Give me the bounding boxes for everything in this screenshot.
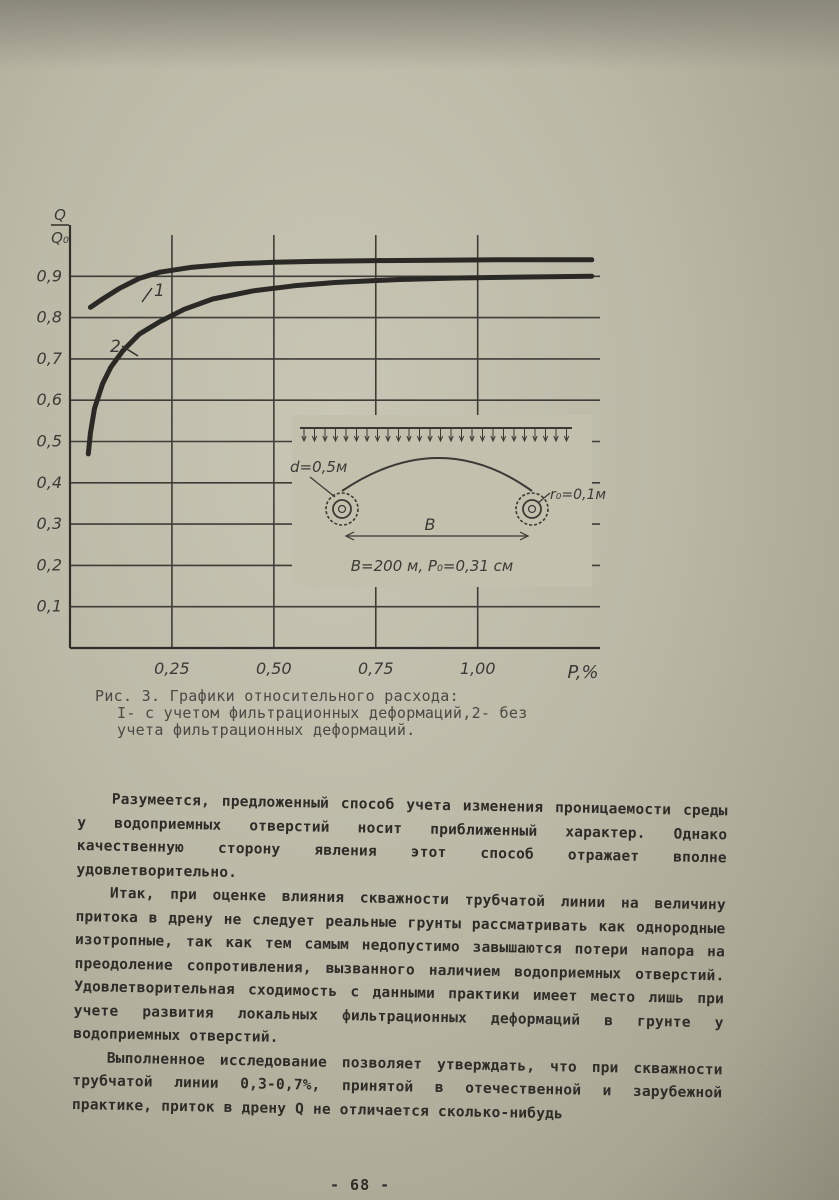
x-tick-label-1: 0,50 — [256, 659, 292, 678]
y-tick-label-1: 0,2 — [36, 555, 62, 575]
caption-line-2: учета фильтрационных деформаций. — [117, 721, 416, 739]
series-label-2: 2 — [110, 337, 121, 357]
inset-d-label: d=0,5м — [290, 458, 348, 476]
body-text — [72, 788, 728, 1129]
inset-b-label: B — [424, 515, 436, 534]
page-top-shadow — [0, 0, 839, 70]
caption-head: Рис. 3. Графики относительного расхода: — [95, 687, 459, 705]
figure-caption — [95, 688, 635, 739]
x-tick-label-0: 0,25 — [154, 659, 190, 678]
relative-discharge-chart — [20, 200, 640, 700]
y-tick-label-5: 0,6 — [36, 390, 62, 410]
y-tick-label-2: 0,3 — [36, 514, 62, 534]
y-axis-label-den: Q₀ — [51, 229, 69, 247]
inset-r-label: r₀=0,1м — [550, 487, 606, 503]
caption-line-1: I- с учетом фильтрационных деформаций,2- без — [117, 704, 528, 722]
y-tick-label-4: 0,5 — [36, 431, 62, 451]
figure-3 — [20, 200, 640, 700]
series-label-1: 1 — [154, 281, 165, 301]
paragraph-3: Выполненное исследование позволяет утверждать, что при скважности трубчатой линии 0,3-0,7%, принятой в отечественной и зарубежной практике, приток в дрену Q не отличается сколько-нибудь — [71, 1050, 723, 1122]
x-tick-label-2: 0,75 — [357, 659, 394, 678]
y-axis-label-num: Q — [54, 206, 66, 224]
page-number: - 68 - — [330, 1176, 391, 1194]
y-tick-label-8: 0,9 — [36, 266, 62, 286]
paragraph-2: Итак, при оценке влияния скважности трубчатой линии на величину притока в дрену не следует реальные грунты рассматривать как однородные изотропные, так как тем самым недопустимо завышаются потери напора на преодоление сопротивления, вызванного наличием водоприемных отверстий. Удовлетворительная сходимость с данными практики имеет место лишь при учете развития локальных фильтрационных деформаций в грунте у водоприемных отверстий. — [73, 885, 727, 1046]
x-tick-label-3: 1,00 — [459, 659, 496, 678]
paragraph-1: Разумеется, предложенный способ учета изменения проницаемости среды у водоприемных отверстий носит приближенный характер. Однако качественную сторону явления этот способ отражает вполне удовлетворительно. — [76, 791, 728, 881]
inset-params: B=200 м, P₀=0,31 см — [350, 557, 514, 575]
y-tick-label-7: 0,8 — [36, 307, 62, 327]
series-1-leader — [142, 288, 152, 302]
y-tick-label-0: 0,1 — [36, 596, 62, 616]
drain-scheme-inset — [290, 415, 606, 587]
y-tick-label-3: 0,4 — [36, 472, 62, 492]
y-tick-label-6: 0,7 — [36, 348, 62, 368]
x-axis-label: P,% — [567, 662, 599, 683]
